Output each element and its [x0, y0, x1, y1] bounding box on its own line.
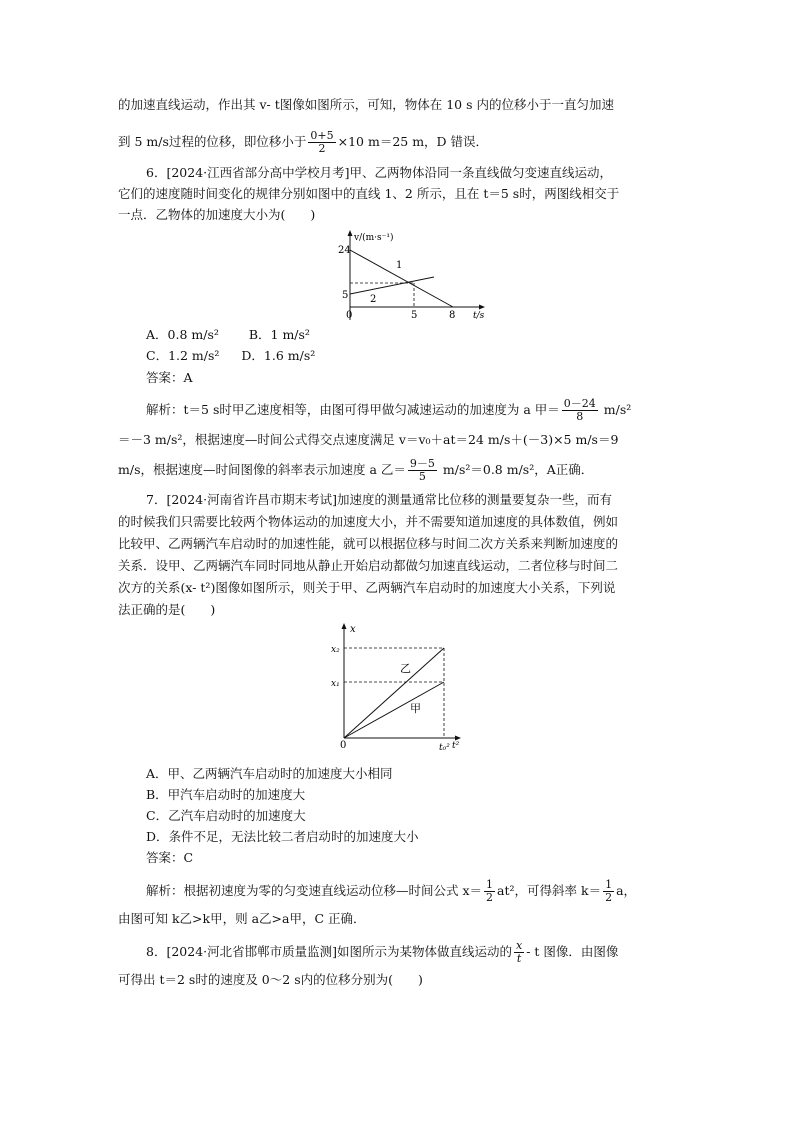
origin-label: 0 — [340, 740, 347, 751]
question-6-line: 6．[2024·江西省部分高中学校月考]甲、乙两物体沿同一条直线做匀变速直线运动， — [146, 165, 612, 180]
fraction — [562, 398, 598, 423]
fraction-numerator: 0+5 — [310, 129, 334, 142]
x-axis-arrow — [479, 305, 485, 310]
tick-label-24: 24 — [338, 245, 351, 256]
explanation-line: ＝－3 m/s²，根据速度—时间公式得交点速度满足 v＝v₀＋at＝24 m/s＋(－3)×5 m/s＝9 — [118, 432, 619, 447]
question-8-line: 可得出 t＝2 s时的速度及 0～2 s内的位移分别为( ) — [118, 972, 423, 987]
fraction — [603, 879, 614, 904]
option-b: B．1 m/s² — [248, 327, 310, 342]
fraction-denominator: 2 — [605, 891, 613, 904]
line-2-label: 2 — [370, 294, 377, 305]
text-span: 8．[2024·河北省邯郸市质量监测]如图所示为某物体做直线运动的 — [146, 944, 512, 959]
text-line: 的加速直线运动，作出其 v- t图像如图所示，可知，物体在 10 s 内的位移小于一直匀加速 — [118, 97, 614, 112]
question-7-line: 的时候我们只需要比较两个物体运动的加速度大小，并不需要知道加速度的具体数值，例如 — [118, 514, 619, 529]
explanation-line — [146, 879, 636, 904]
fraction-denominator: 5 — [418, 470, 426, 483]
fraction — [514, 940, 524, 965]
question-6-line: 它们的速度随时间变化的规律分别如图中的直线 1、2 所示，且在 t＝5 s时，两图线相交于 — [118, 186, 620, 201]
question-8-line — [146, 940, 618, 965]
text-span: m/s² — [603, 402, 632, 417]
text-span: 解析：t＝5 s时甲乙速度相等，由图可得甲做匀减速运动的加速度为 a 甲＝ — [146, 402, 560, 417]
option-d: D．1.6 m/s² — [241, 348, 316, 363]
question-7-line: 比较甲、乙两辆汽车启动时的加速性能，就可以根据位移与时间二次方关系来判断加速度的 — [118, 536, 619, 551]
line-jia-label: 甲 — [410, 702, 421, 715]
fraction-denominator: 8 — [576, 410, 584, 423]
fraction — [408, 458, 437, 483]
fraction-denominator: 2 — [318, 142, 326, 155]
answer: 答案：C — [146, 850, 194, 865]
tick-label-x8: 8 — [449, 310, 456, 321]
text-span: ×10 m＝25 m，D 错误． — [337, 134, 489, 149]
question-7-line: 法正确的是( ) — [118, 602, 216, 617]
text-span: 到 5 m/s过程的位移，即位移小于 — [118, 134, 307, 149]
fraction-numerator: 1 — [486, 878, 494, 891]
option-d: D．条件不足，无法比较二者启动时的加速度大小 — [146, 829, 419, 844]
tick-label-5: 5 — [342, 290, 349, 301]
y-axis-label: v/(m·s⁻¹) — [354, 233, 394, 243]
origin-label: 0 — [346, 310, 353, 321]
x-axis-arrow — [455, 736, 461, 741]
line-1-label: 1 — [396, 260, 403, 271]
fraction-numerator: 0－24 — [563, 397, 596, 410]
tick-label-x1: x₁ — [331, 679, 340, 689]
answer: 答案：A — [146, 370, 193, 385]
option-a: A．甲、乙两辆汽车启动时的加速度大小相同 — [146, 766, 393, 781]
velocity-time-graph — [330, 228, 490, 326]
question-6-line: 一点．乙物体的加速度大小为( ) — [118, 207, 316, 222]
fraction-numerator: 9－5 — [409, 457, 435, 470]
line-yi — [344, 648, 444, 738]
x-axis-label: t² — [452, 741, 460, 751]
tick-label-t0: t₀² — [439, 743, 450, 753]
y-axis-label: x — [350, 624, 356, 635]
text-span: a， — [616, 883, 637, 898]
fraction-denominator: t — [516, 952, 522, 965]
text-span: at²，可得斜率 k＝ — [497, 883, 602, 898]
tick-label-x5: 5 — [411, 310, 418, 321]
option-c: C．乙汽车启动时的加速度大 — [146, 808, 306, 823]
option-c: C．1.2 m/s² — [146, 348, 220, 363]
text-span: - t 图像．由图像 — [526, 944, 619, 959]
fraction — [308, 130, 335, 155]
explanation-line — [118, 458, 593, 483]
line-jia — [344, 682, 444, 738]
line-yi-label: 乙 — [400, 662, 411, 675]
displacement-time-squared-graph — [328, 620, 468, 758]
fraction-denominator: 2 — [486, 891, 494, 904]
explanation-line: 由图可知 k乙>k甲，则 a乙>a甲，C 正确． — [118, 911, 366, 926]
fraction-numerator: 1 — [605, 878, 613, 891]
question-7-line: 次方的关系(x- t²)图像如图所示，则关于甲、乙两辆汽车启动时的加速度大小关系，下列说 — [118, 580, 616, 595]
y-axis-arrow — [348, 230, 353, 236]
fraction — [484, 879, 495, 904]
option-b: B．甲汽车启动时的加速度大 — [146, 787, 306, 802]
text-span: 解析：根据初速度为零的匀变速直线运动位移—时间公式 x＝ — [146, 883, 483, 898]
question-7-line: 关系．设甲、乙两辆汽车同时同地从静止开始启动都做匀加速直线运动，二者位移与时间二 — [118, 558, 619, 573]
text-span: m/s，根据速度—时间图像的斜率表示加速度 a 乙＝ — [118, 462, 406, 477]
question-7-line: 7．[2024·河南省许昌市期末考试]加速度的测量通常比位移的测量要复杂一些，而有 — [146, 492, 612, 507]
text-line — [118, 130, 488, 155]
option-a: A．0.8 m/s² — [146, 327, 219, 342]
fraction-numerator: x — [516, 939, 523, 952]
x-axis-label: t/s — [473, 311, 485, 321]
tick-label-x2: x₂ — [331, 645, 340, 655]
y-axis-arrow — [342, 623, 347, 629]
explanation-line — [146, 398, 631, 423]
text-span: m/s²＝0.8 m/s²，A正确． — [442, 462, 594, 477]
option-row — [146, 346, 315, 366]
line-1 — [350, 250, 453, 307]
option-row — [146, 325, 310, 345]
line-2 — [350, 277, 434, 294]
